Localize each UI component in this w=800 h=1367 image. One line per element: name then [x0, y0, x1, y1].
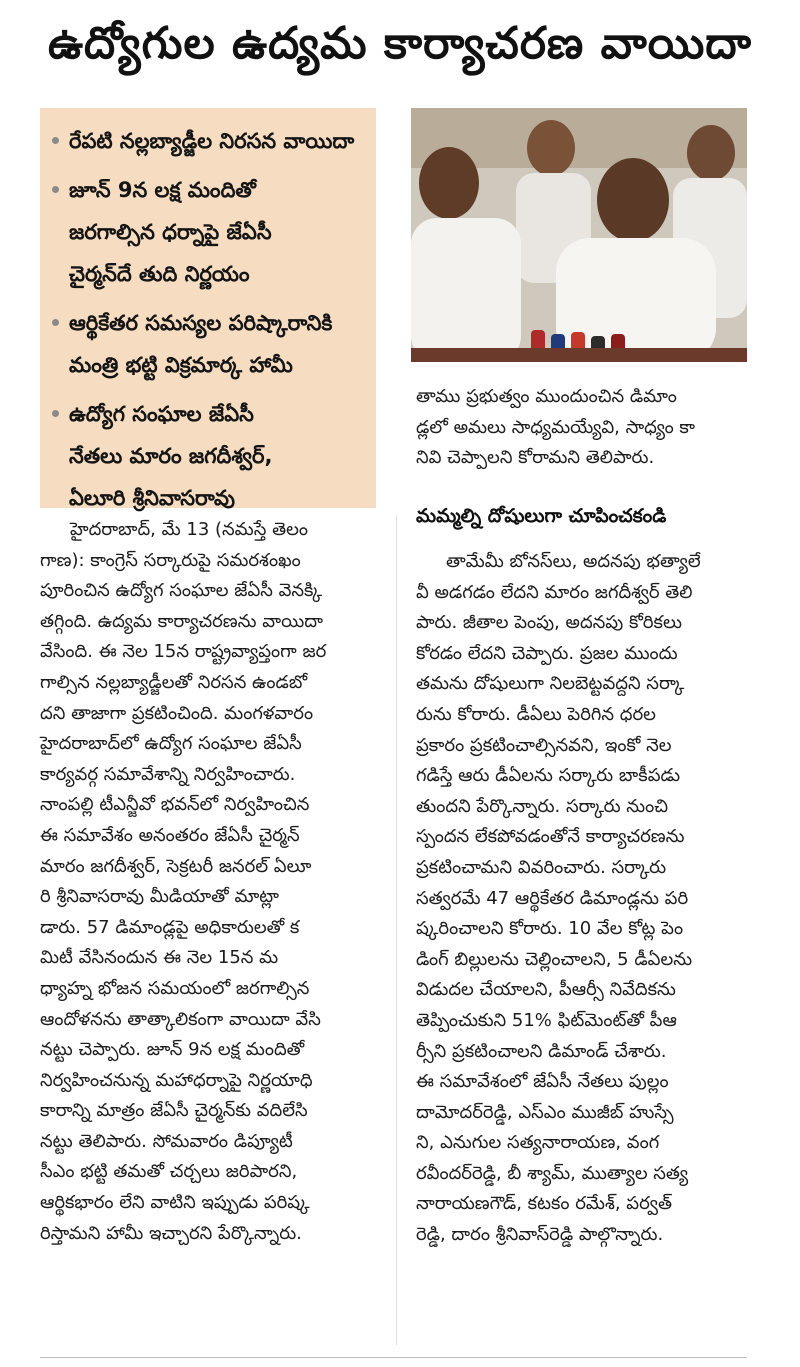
text-line: నట్టు తెలిపారు. సోమవారం డిప్యూటీ	[40, 1130, 293, 1152]
text-line: ఈ సమావేశం అనంతరం జేఏసీ చైర్మన్	[40, 824, 300, 846]
bullet-icon	[52, 186, 59, 193]
text-line: తుందని పేర్కొన్నారు. సర్కారు నుంచి	[416, 795, 669, 817]
subheading: మమ్మల్ని దోషులుగా చూపించకండి	[416, 505, 667, 527]
bullet-icon	[52, 137, 59, 144]
article-body-right	[416, 547, 746, 1251]
text-line: వీ అడగడం లేదని మారం జగదీశ్వర్ తెలి	[416, 581, 693, 603]
highlight-text: జూన్ 9న లక్ష మందితో జరగాల్సిన ధర్నాపై జేఏసీ చైర్మన్‌దే తుది నిర్ణయం	[69, 178, 272, 286]
text-line: తెప్పించుకుని 51% ఫిట్‌మెంట్‌తో పీఆ	[416, 1009, 677, 1031]
column-divider	[396, 515, 397, 1345]
text-line: సత్వరమే 47 ఆర్థికేతర డిమాండ్లను పరి	[416, 887, 689, 909]
highlight-item	[52, 169, 366, 295]
photo-illustration	[411, 108, 747, 362]
text-line: నివి చెప్పాలని కోరామని తెలిపారు.	[416, 447, 655, 469]
text-line: దని తాజాగా ప్రకటించింది. మంగళవారం	[40, 702, 314, 724]
text-line: వేసింది. ఈ నెల 15న రాష్ట్రవ్యాప్తంగా జర	[40, 641, 327, 663]
text-line: డారు. 57 డిమాండ్లపై అధికారులతో క	[40, 916, 300, 938]
article-body-right-top	[416, 382, 746, 474]
text-line: ధ్యాహ్న భోజన సమయంలో జరగాల్సిన	[40, 977, 310, 999]
text-line: ప్రకటించామని వివరించారు. సర్కారు	[416, 856, 667, 878]
text-line: పూరించిన ఉద్యోగ సంఘాల జేఏసీ వెనక్కి	[40, 580, 323, 602]
text-line: ఈ సమావేశంలో జేఏసీ నేతలు పుల్లం	[416, 1071, 669, 1093]
text-line: పారు. జీతాల పెంపు, అదనపు కోరికలు	[416, 612, 682, 634]
text-line: దామోదర్‌రెడ్డి, ఎస్‌ఎం ముజీబ్ హుస్సే	[416, 1101, 674, 1123]
text-line: ర్సీని ప్రకటించాలని డిమాండ్ చేశారు.	[416, 1040, 667, 1062]
text-line: ప్రకారం ప్రకటించాల్సినవని, ఇంకో నెల	[416, 734, 672, 756]
bullet-icon	[52, 410, 59, 417]
headline: ఉద్యోగుల ఉద్యమ కార్యాచరణ వాయిదా	[47, 18, 753, 69]
text-line: మిటీ వేసినందున ఈ నెల 15న మ	[40, 947, 279, 969]
text-line: గాల్సిన నల్లబ్యాడ్జీలతో నిరసన ఉండబో	[40, 671, 308, 693]
text-line: రును కోరారు. డీఏలు పెరిగిన ధరల	[416, 703, 656, 725]
highlights-box	[40, 108, 376, 508]
text-line: తామేమీ బోనస్‌లు, అదనపు భత్యాలే	[446, 551, 701, 572]
text-line: నట్టు చెప్పారు. జూన్ 9న లక్ష మందితో	[40, 1039, 305, 1061]
text-line: హైదరాబాద్‌లో ఉద్యోగ సంఘాల జేఏసీ	[40, 733, 302, 755]
text-line: రిస్తామని హామీ ఇచ్చారని పేర్కొన్నారు.	[40, 1222, 302, 1244]
text-line: ఆర్థికభారం లేని వాటిని ఇప్పుడు పరిష్క	[40, 1192, 310, 1214]
highlight-item	[52, 302, 366, 386]
text-line: మారం జగదీశ్వర్, సెక్రటరీ జనరల్ ఏలూ	[40, 855, 312, 877]
text-line: నారాయణగౌడ్, కటకం రమేశ్, పర్వత్	[416, 1193, 673, 1215]
text-line: విడుదల చేయాలని, పీఆర్సీ నివేదికను	[416, 979, 676, 1001]
highlight-text: ఆర్థికేతర సమస్యల పరిష్కారానికి మంత్రి భట్టి విక్రమార్క హామీ	[69, 311, 333, 377]
text-line: కార్యవర్గ సమావేశాన్ని నిర్వహించారు.	[40, 763, 296, 785]
bottom-rule	[40, 1357, 747, 1358]
bullet-icon	[52, 319, 59, 326]
text-line: ఆందోళనను తాత్కాలికంగా వాయిదా వేసి	[40, 1008, 321, 1030]
text-line: హైదరాబాద్, మే 13 (నమస్తే తెలం	[70, 519, 308, 540]
highlight-item	[52, 393, 366, 519]
text-line: కోరడం లేదని చెప్పారు. ప్రజల ముందు	[416, 642, 678, 664]
text-line: గాణ): కాంగ్రెస్ సర్కారుపై సమరశంఖం	[40, 549, 301, 571]
text-line: తమను దోషులుగా నిలబెట్టవద్దని సర్కా	[416, 673, 685, 695]
highlight-text: ఉద్యోగ సంఘాల జేఏసీ నేతలు మారం జగదీశ్వర్, ఏలూరి శ్రీనివాసరావు	[69, 402, 273, 510]
highlight-item	[52, 120, 366, 162]
text-line: గడిస్తే ఆరు డీఏలను సర్కారు బాకీపడు	[416, 765, 681, 787]
highlight-text: రేపటి నల్లబ్యాడ్జీల నిరసన వాయిదా	[69, 129, 355, 153]
text-line: డ్లలో అమలు సాధ్యమయ్యేవి, సాధ్యం కా	[416, 416, 696, 438]
text-line: రెడ్డి, దారం శ్రీనివాస్‌రెడ్డి పాల్గొన్నారు.	[416, 1224, 664, 1246]
text-line: సీఎం భట్టి తమతో చర్చలు జరిపారని,	[40, 1161, 298, 1183]
text-line: తగ్గింది. ఉద్యమ కార్యాచరణను వాయిదా	[40, 610, 323, 632]
article-body-left	[40, 515, 385, 1249]
text-line: తాము ప్రభుత్వం ముందుంచిన డిమాం	[416, 386, 677, 407]
text-line: కారాన్ని మాత్రం జేఏసీ చైర్మన్‌కు వదిలేసి	[40, 1100, 308, 1122]
text-line: ష్కరించాలని కోరారు. 10 వేల కోట్ల పెం	[416, 918, 684, 940]
text-line: ని, ఎనుగుల సత్యనారాయణ, వంగ	[416, 1132, 660, 1154]
text-line: స్పందన లేకపోవడంతోనే కార్యాచరణను	[416, 826, 685, 848]
text-line: నాంపల్లి టీఎన్జీవో భవన్‌లో నిర్వహించిన	[40, 794, 310, 816]
text-line: నిర్వహించనున్న మహాధర్నాపై నిర్ణయాధి	[40, 1069, 313, 1091]
press-meet-photo	[411, 108, 747, 362]
text-line: రి శ్రీనివాసరావు మీడియాతో మాట్లా	[40, 886, 279, 908]
text-line: డింగ్ బిల్లులను చెల్లించాలని, 5 డీఏలను	[416, 948, 693, 970]
text-line: రవీందర్‌రెడ్డి, బీ శ్యామ్, ముత్యాల సత్య	[416, 1162, 689, 1184]
